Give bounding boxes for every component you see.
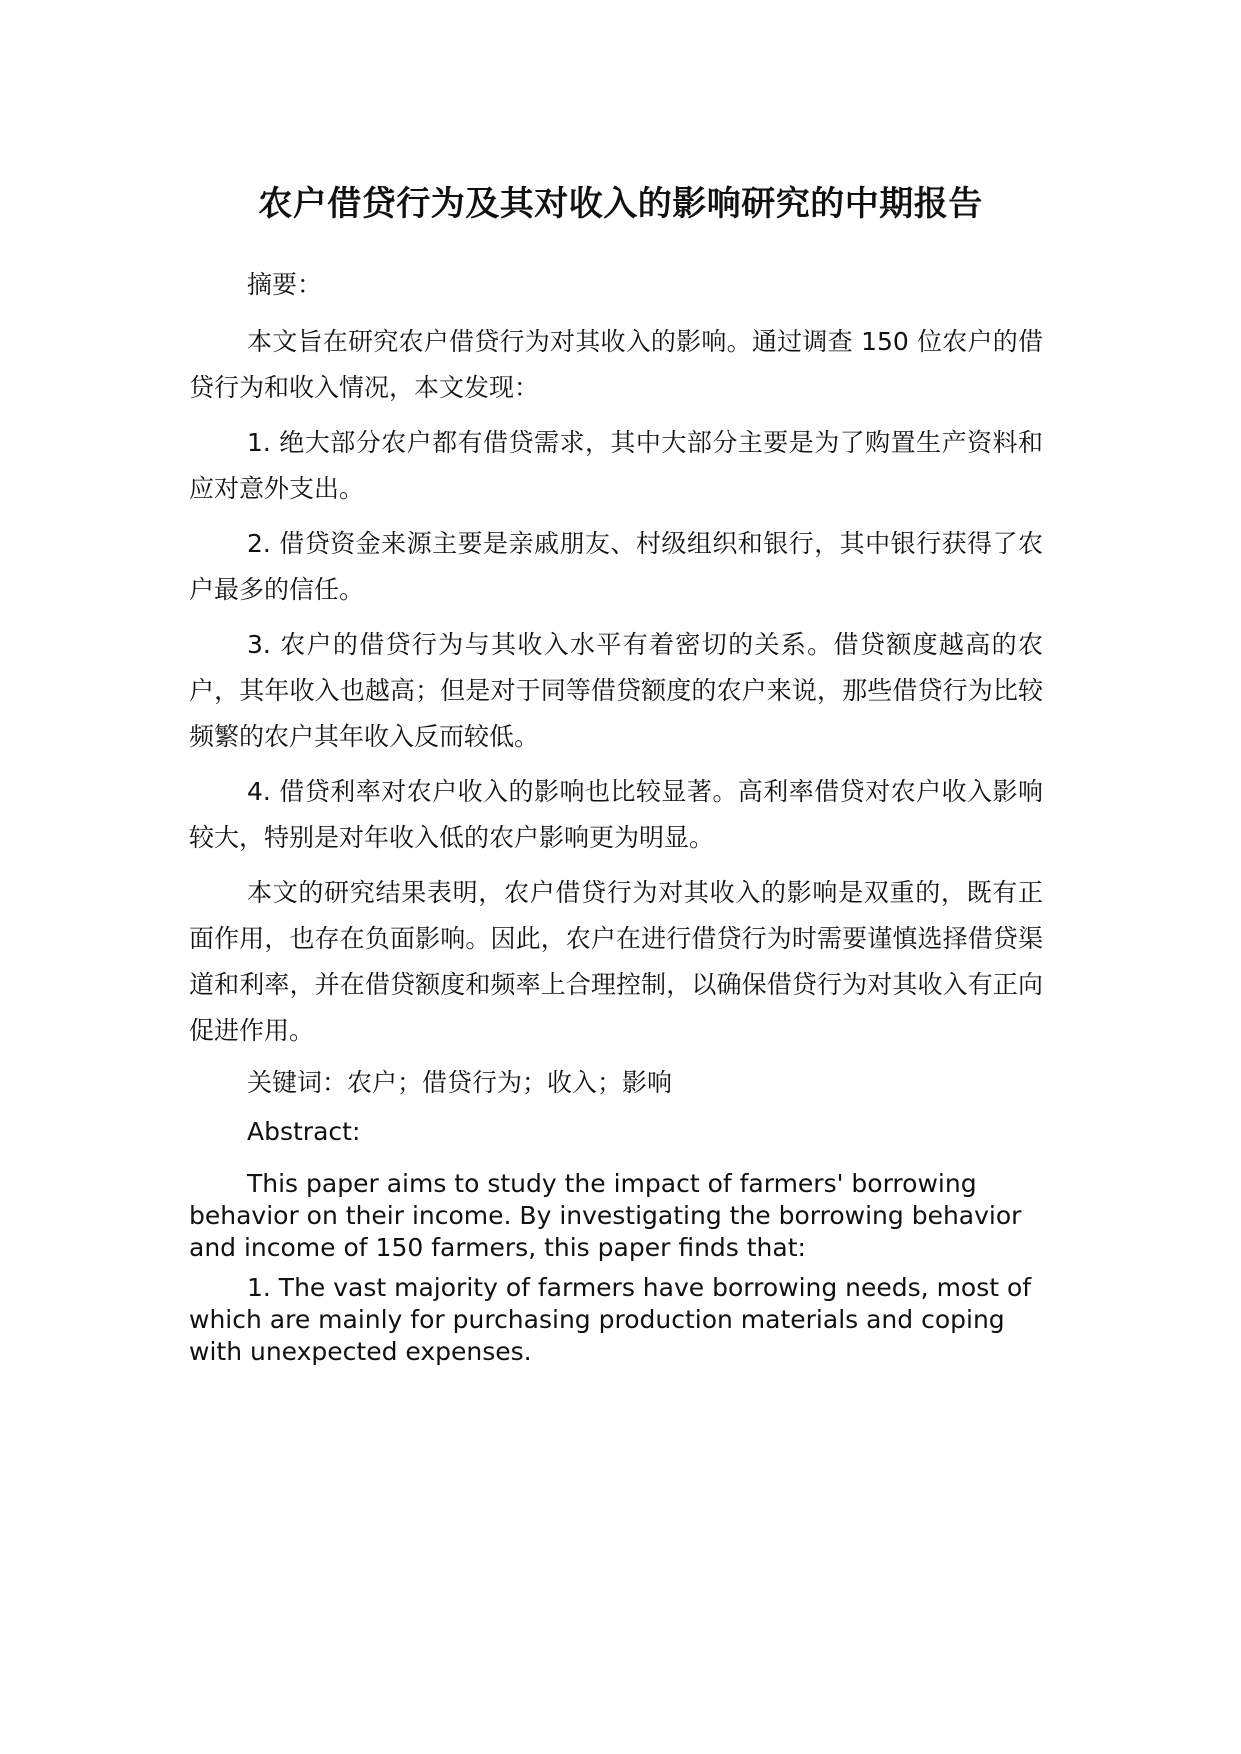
abstract-heading-cn: 摘要：: [247, 270, 323, 299]
cn-paragraph-conclusion: 本文的研究结果表明，农户借贷行为对其收入的影响是双重的，既有正面作用，也存在负面影响。因此，农户在进行借贷行为时需要谨慎选择借贷渠道和利率，并在借贷额度和频率上合理控制，以确保借贷行为对其收入有正向促进作用。: [189, 878, 1043, 1045]
en-paragraph-intro: This paper aims to study the impact of farmers' borrowing behavior on their income. By investigating the borrowing behavior and income of 150 farmers, this paper finds that:: [189, 1169, 1022, 1262]
cn-paragraph-finding-4: 4. 借贷利率对农户收入的影响也比较显著。高利率借贷对农户收入影响较大，特别是对年收入低的农户影响更为明显。: [189, 777, 1043, 852]
abstract-heading-en: Abstract:: [247, 1117, 361, 1146]
cn-paragraph-finding-3: 3. 农户的借贷行为与其收入水平有着密切的关系。借贷额度越高的农户，其年收入也越高；但是对于同等借贷额度的农户来说，那些借贷行为比较频繁的农户其年收入反而较低。: [189, 630, 1043, 751]
document-title: 农户借贷行为及其对收入的影响研究的中期报告: [258, 184, 983, 224]
cn-paragraph-finding-1: 1. 绝大部分农户都有借贷需求，其中大部分主要是为了购置生产资料和应对意外支出。: [189, 428, 1043, 503]
cn-paragraph-intro: 本文旨在研究农户借贷行为对其收入的影响。通过调查 150 位农户的借贷行为和收入情况，本文发现：: [189, 327, 1043, 402]
keywords-cn: 关键词：农户；借贷行为；收入；影响: [247, 1068, 673, 1097]
en-paragraph-finding-1: 1. The vast majority of farmers have borrowing needs, most of which are mainly for purchasing production materials and coping with unexpected expenses.: [189, 1273, 1032, 1366]
cn-paragraph-finding-2: 2. 借贷资金来源主要是亲戚朋友、村级组织和银行，其中银行获得了农户最多的信任。: [189, 529, 1043, 604]
